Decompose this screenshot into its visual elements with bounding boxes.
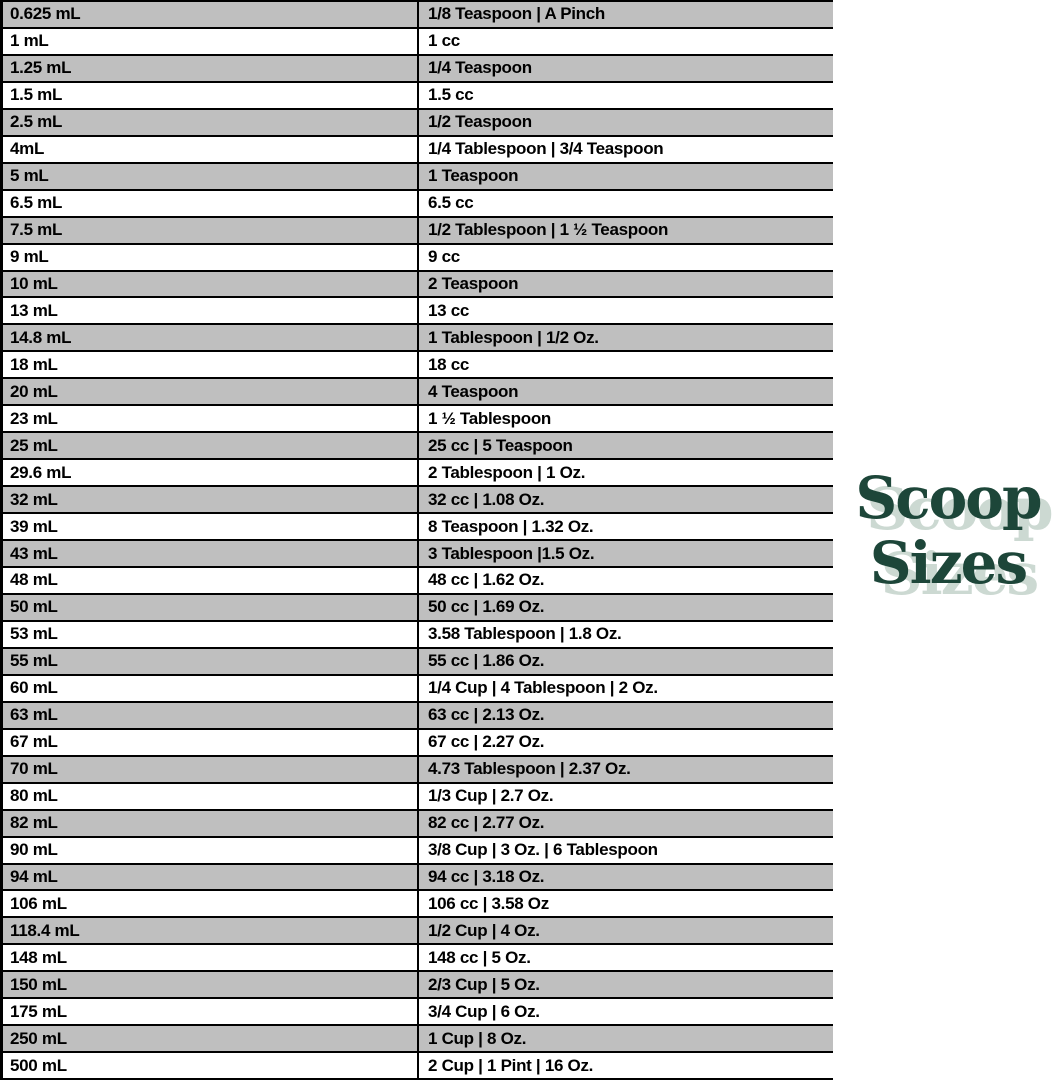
cell-conversion: 50 cc | 1.69 Oz. bbox=[428, 597, 545, 617]
cell-conversion: 3/4 Cup | 6 Oz. bbox=[428, 1001, 540, 1021]
cell-conversion: 1/3 Cup | 2.7 Oz. bbox=[428, 786, 554, 806]
table-row bbox=[3, 352, 833, 379]
table-row bbox=[3, 918, 833, 945]
table-row bbox=[3, 487, 833, 514]
cell-conversion: 1 ½ Tablespoon bbox=[428, 408, 552, 428]
table-row bbox=[3, 1026, 833, 1053]
cell-conversion: 1/2 Tablespoon | 1 ½ Teaspoon bbox=[428, 220, 669, 240]
cell-conversion: 4 Teaspoon bbox=[428, 381, 519, 401]
table-row bbox=[3, 325, 833, 352]
cell-conversion: 2/3 Cup | 5 Oz. bbox=[428, 974, 540, 994]
cell-conversion: 2 Tablespoon | 1 Oz. bbox=[428, 462, 586, 482]
table-row bbox=[3, 245, 833, 272]
cell-milliliters: 70 mL bbox=[3, 757, 419, 782]
cell-conversion: 82 cc | 2.77 Oz. bbox=[428, 813, 545, 833]
cell-milliliters: 23 mL bbox=[3, 406, 419, 431]
cell-conversion: 94 cc | 3.18 Oz. bbox=[428, 866, 545, 886]
cell-conversion: 3/8 Cup | 3 Oz. | 6 Tablespoon bbox=[428, 840, 658, 860]
table-row bbox=[3, 460, 833, 487]
table-row bbox=[3, 191, 833, 218]
cell-conversion: 67 cc | 2.27 Oz. bbox=[428, 732, 545, 752]
cell-milliliters: 2.5 mL bbox=[3, 110, 419, 135]
table-row bbox=[3, 406, 833, 433]
cell-conversion: 6.5 cc bbox=[428, 193, 474, 213]
cell-conversion: 13 cc bbox=[428, 300, 470, 320]
cell-milliliters: 1 mL bbox=[3, 29, 419, 54]
table-row bbox=[3, 379, 833, 406]
cell-milliliters: 82 mL bbox=[3, 811, 419, 836]
cell-milliliters: 80 mL bbox=[3, 784, 419, 809]
cell-milliliters: 106 mL bbox=[3, 891, 419, 916]
table-row bbox=[3, 29, 833, 56]
cell-milliliters: 29.6 mL bbox=[3, 460, 419, 485]
cell-conversion: 1/4 Tablespoon | 3/4 Teaspoon bbox=[428, 139, 664, 159]
table-row bbox=[3, 972, 833, 999]
table-row bbox=[3, 730, 833, 757]
cell-milliliters: 118.4 mL bbox=[3, 918, 419, 943]
cell-milliliters: 1.5 mL bbox=[3, 83, 419, 108]
cell-conversion: 1/4 Cup | 4 Tablespoon | 2 Oz. bbox=[428, 678, 658, 698]
cell-conversion: 48 cc | 1.62 Oz. bbox=[428, 570, 545, 590]
table-row bbox=[3, 945, 833, 972]
cell-milliliters: 94 mL bbox=[3, 865, 419, 890]
cell-conversion: 3 Tablespoon |1.5 Oz. bbox=[428, 543, 595, 563]
cell-milliliters: 10 mL bbox=[3, 272, 419, 297]
cell-milliliters: 1.25 mL bbox=[3, 56, 419, 81]
cell-conversion: 148 cc | 5 Oz. bbox=[428, 947, 531, 967]
table-row bbox=[3, 595, 833, 622]
cell-milliliters: 5 mL bbox=[3, 164, 419, 189]
table-row bbox=[3, 218, 833, 245]
cell-conversion: 1/8 Teaspoon | A Pinch bbox=[428, 4, 606, 24]
cell-milliliters: 43 mL bbox=[3, 541, 419, 566]
cell-milliliters: 0.625 mL bbox=[3, 2, 419, 27]
cell-milliliters: 9 mL bbox=[3, 245, 419, 270]
table-row bbox=[3, 56, 833, 83]
cell-conversion: 1 Tablespoon | 1/2 Oz. bbox=[428, 327, 599, 347]
table-row bbox=[3, 137, 833, 164]
cell-conversion: 32 cc | 1.08 Oz. bbox=[428, 489, 545, 509]
logo-line-1: Scoop bbox=[855, 464, 1041, 532]
table-row bbox=[3, 703, 833, 730]
cell-milliliters: 63 mL bbox=[3, 703, 419, 728]
cell-milliliters: 13 mL bbox=[3, 298, 419, 323]
table-row bbox=[3, 784, 833, 811]
table-row bbox=[3, 433, 833, 460]
table-row bbox=[3, 272, 833, 299]
table-row bbox=[3, 811, 833, 838]
cell-milliliters: 48 mL bbox=[3, 568, 419, 593]
cell-conversion: 1/2 Teaspoon bbox=[428, 112, 532, 132]
table-row bbox=[3, 891, 833, 918]
cell-conversion: 55 cc | 1.86 Oz. bbox=[428, 651, 545, 671]
table-row bbox=[3, 110, 833, 137]
cell-milliliters: 7.5 mL bbox=[3, 218, 419, 243]
table-row bbox=[3, 865, 833, 892]
cell-conversion: 9 cc bbox=[428, 247, 460, 267]
table-row bbox=[3, 622, 833, 649]
cell-conversion: 63 cc | 2.13 Oz. bbox=[428, 705, 545, 725]
cell-milliliters: 53 mL bbox=[3, 622, 419, 647]
cell-conversion: 25 cc | 5 Teaspoon bbox=[428, 435, 573, 455]
cell-conversion: 1/2 Cup | 4 Oz. bbox=[428, 920, 540, 940]
cell-conversion: 1.5 cc bbox=[428, 85, 474, 105]
cell-conversion: 18 cc bbox=[428, 354, 470, 374]
cell-conversion: 8 Teaspoon | 1.32 Oz. bbox=[428, 516, 594, 536]
cell-conversion: 2 Teaspoon bbox=[428, 274, 519, 293]
table-row bbox=[3, 2, 833, 29]
cell-milliliters: 32 mL bbox=[3, 487, 419, 512]
cell-milliliters: 90 mL bbox=[3, 838, 419, 863]
table-row bbox=[3, 757, 833, 784]
cell-milliliters: 18 mL bbox=[3, 352, 419, 377]
cell-milliliters: 250 mL bbox=[3, 1026, 419, 1051]
table-row bbox=[3, 298, 833, 325]
cell-conversion: 1 Teaspoon bbox=[428, 166, 519, 186]
cell-milliliters: 500 mL bbox=[3, 1053, 419, 1078]
cell-milliliters: 67 mL bbox=[3, 730, 419, 755]
table-row bbox=[3, 676, 833, 703]
table-row bbox=[3, 164, 833, 191]
logo-line-2: Sizes bbox=[869, 529, 1027, 597]
table-row bbox=[3, 541, 833, 568]
table-row bbox=[3, 999, 833, 1026]
cell-conversion: 1/4 Teaspoon bbox=[428, 58, 532, 78]
cell-milliliters: 20 mL bbox=[3, 379, 419, 404]
cell-conversion: 106 cc | 3.58 Oz bbox=[428, 893, 549, 913]
table-row bbox=[3, 649, 833, 676]
cell-milliliters: 148 mL bbox=[3, 945, 419, 970]
cell-milliliters: 60 mL bbox=[3, 676, 419, 701]
cell-milliliters: 50 mL bbox=[3, 595, 419, 620]
cell-milliliters: 175 mL bbox=[3, 999, 419, 1024]
cell-milliliters: 25 mL bbox=[3, 433, 419, 458]
cell-conversion: 4.73 Tablespoon | 2.37 Oz. bbox=[428, 759, 631, 779]
cell-milliliters: 14.8 mL bbox=[3, 325, 419, 350]
table-row bbox=[3, 838, 833, 865]
cell-conversion: 3.58 Tablespoon | 1.8 Oz. bbox=[428, 624, 622, 644]
table-row bbox=[3, 514, 833, 541]
cell-conversion: 2 Cup | 1 Pint | 16 Oz. bbox=[428, 1055, 594, 1075]
cell-conversion: 1 Cup | 8 Oz. bbox=[428, 1028, 527, 1048]
scoop-sizes-logo bbox=[836, 466, 1060, 596]
table-row bbox=[3, 1053, 833, 1080]
cell-milliliters: 39 mL bbox=[3, 514, 419, 539]
table-row bbox=[3, 83, 833, 110]
table-row bbox=[3, 568, 833, 595]
cell-milliliters: 150 mL bbox=[3, 972, 419, 997]
cell-milliliters: 6.5 mL bbox=[3, 191, 419, 216]
cell-conversion: 1 cc bbox=[428, 31, 460, 51]
cell-milliliters: 4mL bbox=[3, 137, 419, 162]
cell-milliliters: 55 mL bbox=[3, 649, 419, 674]
